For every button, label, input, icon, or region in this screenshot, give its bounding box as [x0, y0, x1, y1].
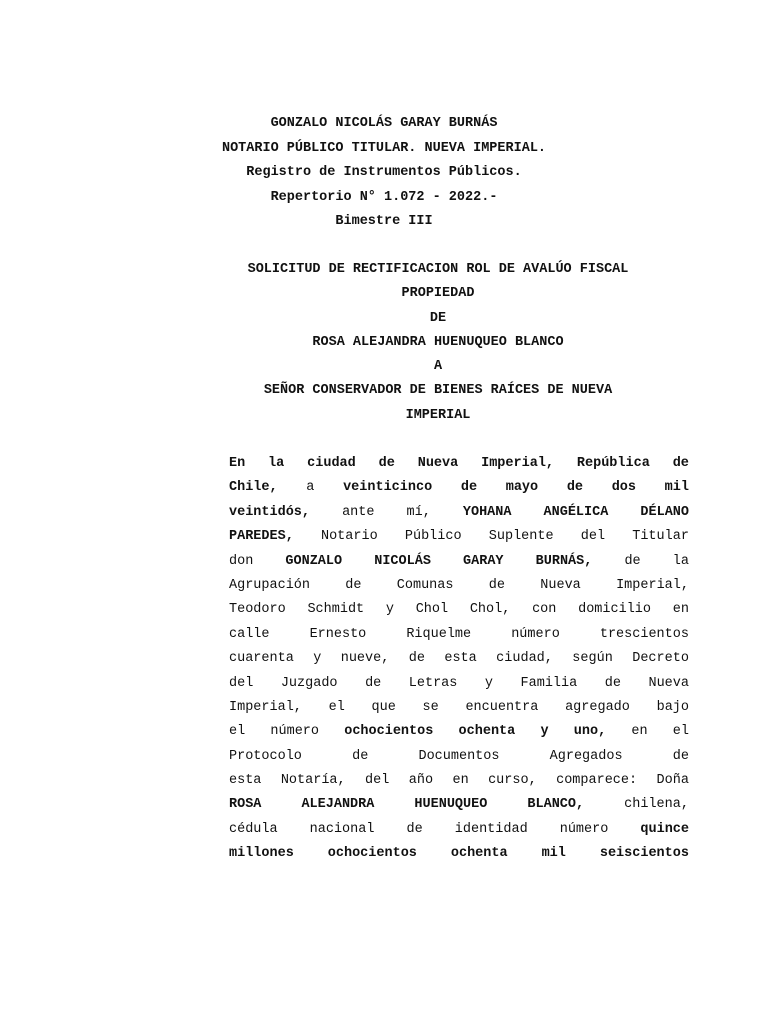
body-line: [229, 476, 689, 500]
body-word: ochenta: [450, 846, 508, 862]
body-word: BLANCO,: [527, 797, 585, 813]
body-word: Público: [404, 529, 462, 545]
body-word: el: [328, 699, 345, 715]
body-word: Comunas: [396, 577, 454, 593]
body-word: ochocientos: [327, 846, 417, 862]
body-word: de: [566, 480, 584, 496]
body-word: Nueva: [648, 675, 689, 691]
body-line: [229, 793, 689, 817]
body-word: del: [365, 773, 390, 789]
body-word: Nueva: [417, 456, 459, 471]
body-line: [229, 647, 689, 671]
body-line: [229, 574, 689, 598]
body-word: quince: [640, 821, 689, 837]
body-word: con: [532, 602, 557, 618]
body-word: ante: [342, 504, 375, 520]
body-word: de: [408, 651, 425, 667]
body-word: el: [229, 724, 246, 740]
body-word: año: [408, 773, 434, 789]
bimestre: Bimestre III: [335, 214, 433, 229]
body-word: domicilio: [578, 602, 652, 618]
body-word: dos: [611, 480, 636, 496]
body-word: cuarenta: [229, 651, 294, 667]
body-line: [229, 745, 689, 769]
body-word: del: [580, 529, 606, 545]
body-word: el: [672, 724, 689, 740]
body-word: Nueva: [540, 577, 581, 593]
body-line: [229, 818, 689, 842]
title-line: IMPERIAL: [405, 407, 471, 423]
body-word: Suplente: [488, 529, 554, 545]
body-word: esta: [229, 773, 262, 789]
body-word: Agrupación: [229, 577, 311, 593]
body-line: [229, 720, 689, 744]
body-word: de: [345, 577, 362, 593]
body-word: mil: [664, 480, 689, 496]
body-word: de: [460, 480, 478, 496]
body-word: chilena,: [624, 797, 689, 813]
body-word: la: [672, 553, 689, 569]
body-word: según: [572, 651, 613, 667]
body-line: [229, 598, 689, 622]
body-word: a: [306, 480, 315, 496]
body-word: nacional: [309, 821, 375, 837]
body-word: se: [422, 699, 439, 715]
body-word: número: [270, 724, 320, 740]
body-line: [229, 672, 689, 696]
body-word: DÉLANO: [640, 504, 689, 520]
body-word: Imperial,: [481, 456, 555, 471]
body-line: [229, 696, 689, 720]
body-word: de: [672, 748, 689, 764]
body-word: ciudad,: [496, 651, 553, 667]
body-word: la: [268, 456, 285, 471]
body-word: Decreto: [632, 651, 689, 667]
body-word: agregado: [565, 699, 630, 715]
body-word: HUENUQUEO: [414, 797, 488, 813]
body-line: [229, 525, 689, 549]
body-line: [229, 550, 689, 574]
body-word: uno,: [573, 724, 607, 740]
body-word: ochenta: [458, 724, 516, 740]
body-word: de: [488, 577, 505, 593]
body-word: GARAY: [463, 553, 504, 569]
body-word: ANGÉLICA: [543, 504, 609, 520]
body-word: Imperial,: [616, 577, 689, 593]
notary-title: NOTARIO PÚBLICO TITULAR. NUEVA IMPERIAL.: [221, 140, 547, 156]
body-word: millones: [229, 846, 294, 862]
title-line: PROPIEDAD: [401, 286, 475, 302]
title-line: A: [433, 359, 443, 375]
body-word: en: [452, 773, 469, 789]
body-word: Imperial,: [229, 699, 302, 715]
body-word: Teodoro: [229, 602, 286, 618]
body-word: Notario: [320, 529, 378, 545]
body-word: GONZALO: [285, 553, 343, 569]
body-word: Juzgado: [280, 675, 338, 691]
body-word: de: [352, 748, 369, 764]
body-word: Chile,: [229, 480, 278, 496]
body-word: Protocolo: [229, 748, 302, 764]
body-word: YOHANA: [462, 504, 512, 520]
body-word: Notaría,: [280, 773, 346, 789]
body-word: identidad: [454, 821, 528, 837]
registry-name: Registro de Instrumentos Públicos.: [246, 165, 522, 180]
body-word: seiscientos: [599, 846, 689, 862]
body-word: veinticinco: [343, 480, 433, 496]
body-word: curso,: [488, 773, 537, 789]
body-word: bajo: [656, 699, 689, 715]
body-word: Ernesto: [309, 626, 367, 642]
body-word: Schmidt: [307, 602, 365, 618]
body-word: calle: [229, 626, 270, 642]
body-word: número: [559, 821, 609, 837]
body-word: Chol,: [469, 602, 511, 618]
body-line: [229, 452, 689, 476]
body-word: en: [631, 724, 648, 740]
body-word: de: [624, 553, 641, 569]
body-word: mil: [541, 846, 566, 862]
document-title: [0, 258, 768, 428]
body-word: Agregados: [549, 748, 623, 764]
body-word: de: [378, 456, 395, 471]
body-word: de: [604, 675, 621, 691]
body-word: ALEJANDRA: [301, 797, 375, 813]
body-word: don: [229, 553, 254, 569]
body-word: mí,: [406, 504, 431, 520]
body-word: esta: [444, 651, 477, 667]
body-word: Familia: [520, 675, 578, 691]
body-word: ochocientos: [344, 724, 434, 740]
title-line: ROSA ALEJANDRA HUENUQUEO BLANCO: [312, 334, 564, 350]
body-word: de: [406, 821, 423, 837]
body-word: mayo: [505, 480, 539, 496]
body-word: que: [371, 699, 396, 715]
body-line: [229, 501, 689, 525]
body-line: [229, 769, 689, 793]
body-word: Chol: [415, 602, 449, 618]
body-word: Riquelme: [406, 626, 472, 642]
body-word: en: [672, 602, 689, 618]
body-word: ROSA: [229, 797, 262, 813]
body-word: y: [484, 675, 494, 691]
body-word: y: [540, 724, 549, 740]
body-word: veintidós,: [229, 504, 311, 520]
title-line: SEÑOR CONSERVADOR DE BIENES RAÍCES DE NUEVA: [263, 383, 613, 399]
body-word: República: [576, 456, 650, 471]
title-line: DE: [429, 310, 447, 326]
repertorio-number: Repertorio N° 1.072 - 2022.-: [270, 189, 498, 205]
body-word: de: [672, 456, 689, 471]
title-line: SOLICITUD DE RECTIFICACION ROL DE AVALÚO FISCAL: [247, 262, 629, 277]
body-word: NICOLÁS: [374, 553, 431, 569]
body-word: del: [229, 675, 254, 691]
body-word: Titular: [632, 529, 689, 545]
body-word: Letras: [408, 675, 458, 691]
body-word: Doña: [656, 773, 689, 789]
body-word: trescientos: [599, 626, 689, 642]
body-word: de: [365, 675, 382, 691]
notary-name: GONZALO NICOLÁS GARAY BURNÁS: [270, 116, 498, 131]
body-word: encuentra: [465, 699, 539, 715]
notary-header: [0, 112, 768, 235]
body-word: y: [313, 651, 322, 667]
body-word: número: [511, 626, 560, 642]
body-word: En: [229, 456, 246, 471]
body-word: nueve,: [340, 651, 390, 667]
document-body: [229, 452, 689, 867]
body-word: comparece:: [556, 773, 638, 789]
body-word: y: [385, 602, 394, 618]
body-word: PAREDES,: [229, 529, 294, 545]
body-line: [229, 623, 689, 647]
body-word: cédula: [229, 821, 278, 837]
body-word: BURNÁS,: [535, 553, 593, 569]
body-word: Documentos: [418, 748, 500, 764]
body-word: ciudad: [307, 456, 356, 471]
body-line: [229, 842, 689, 866]
